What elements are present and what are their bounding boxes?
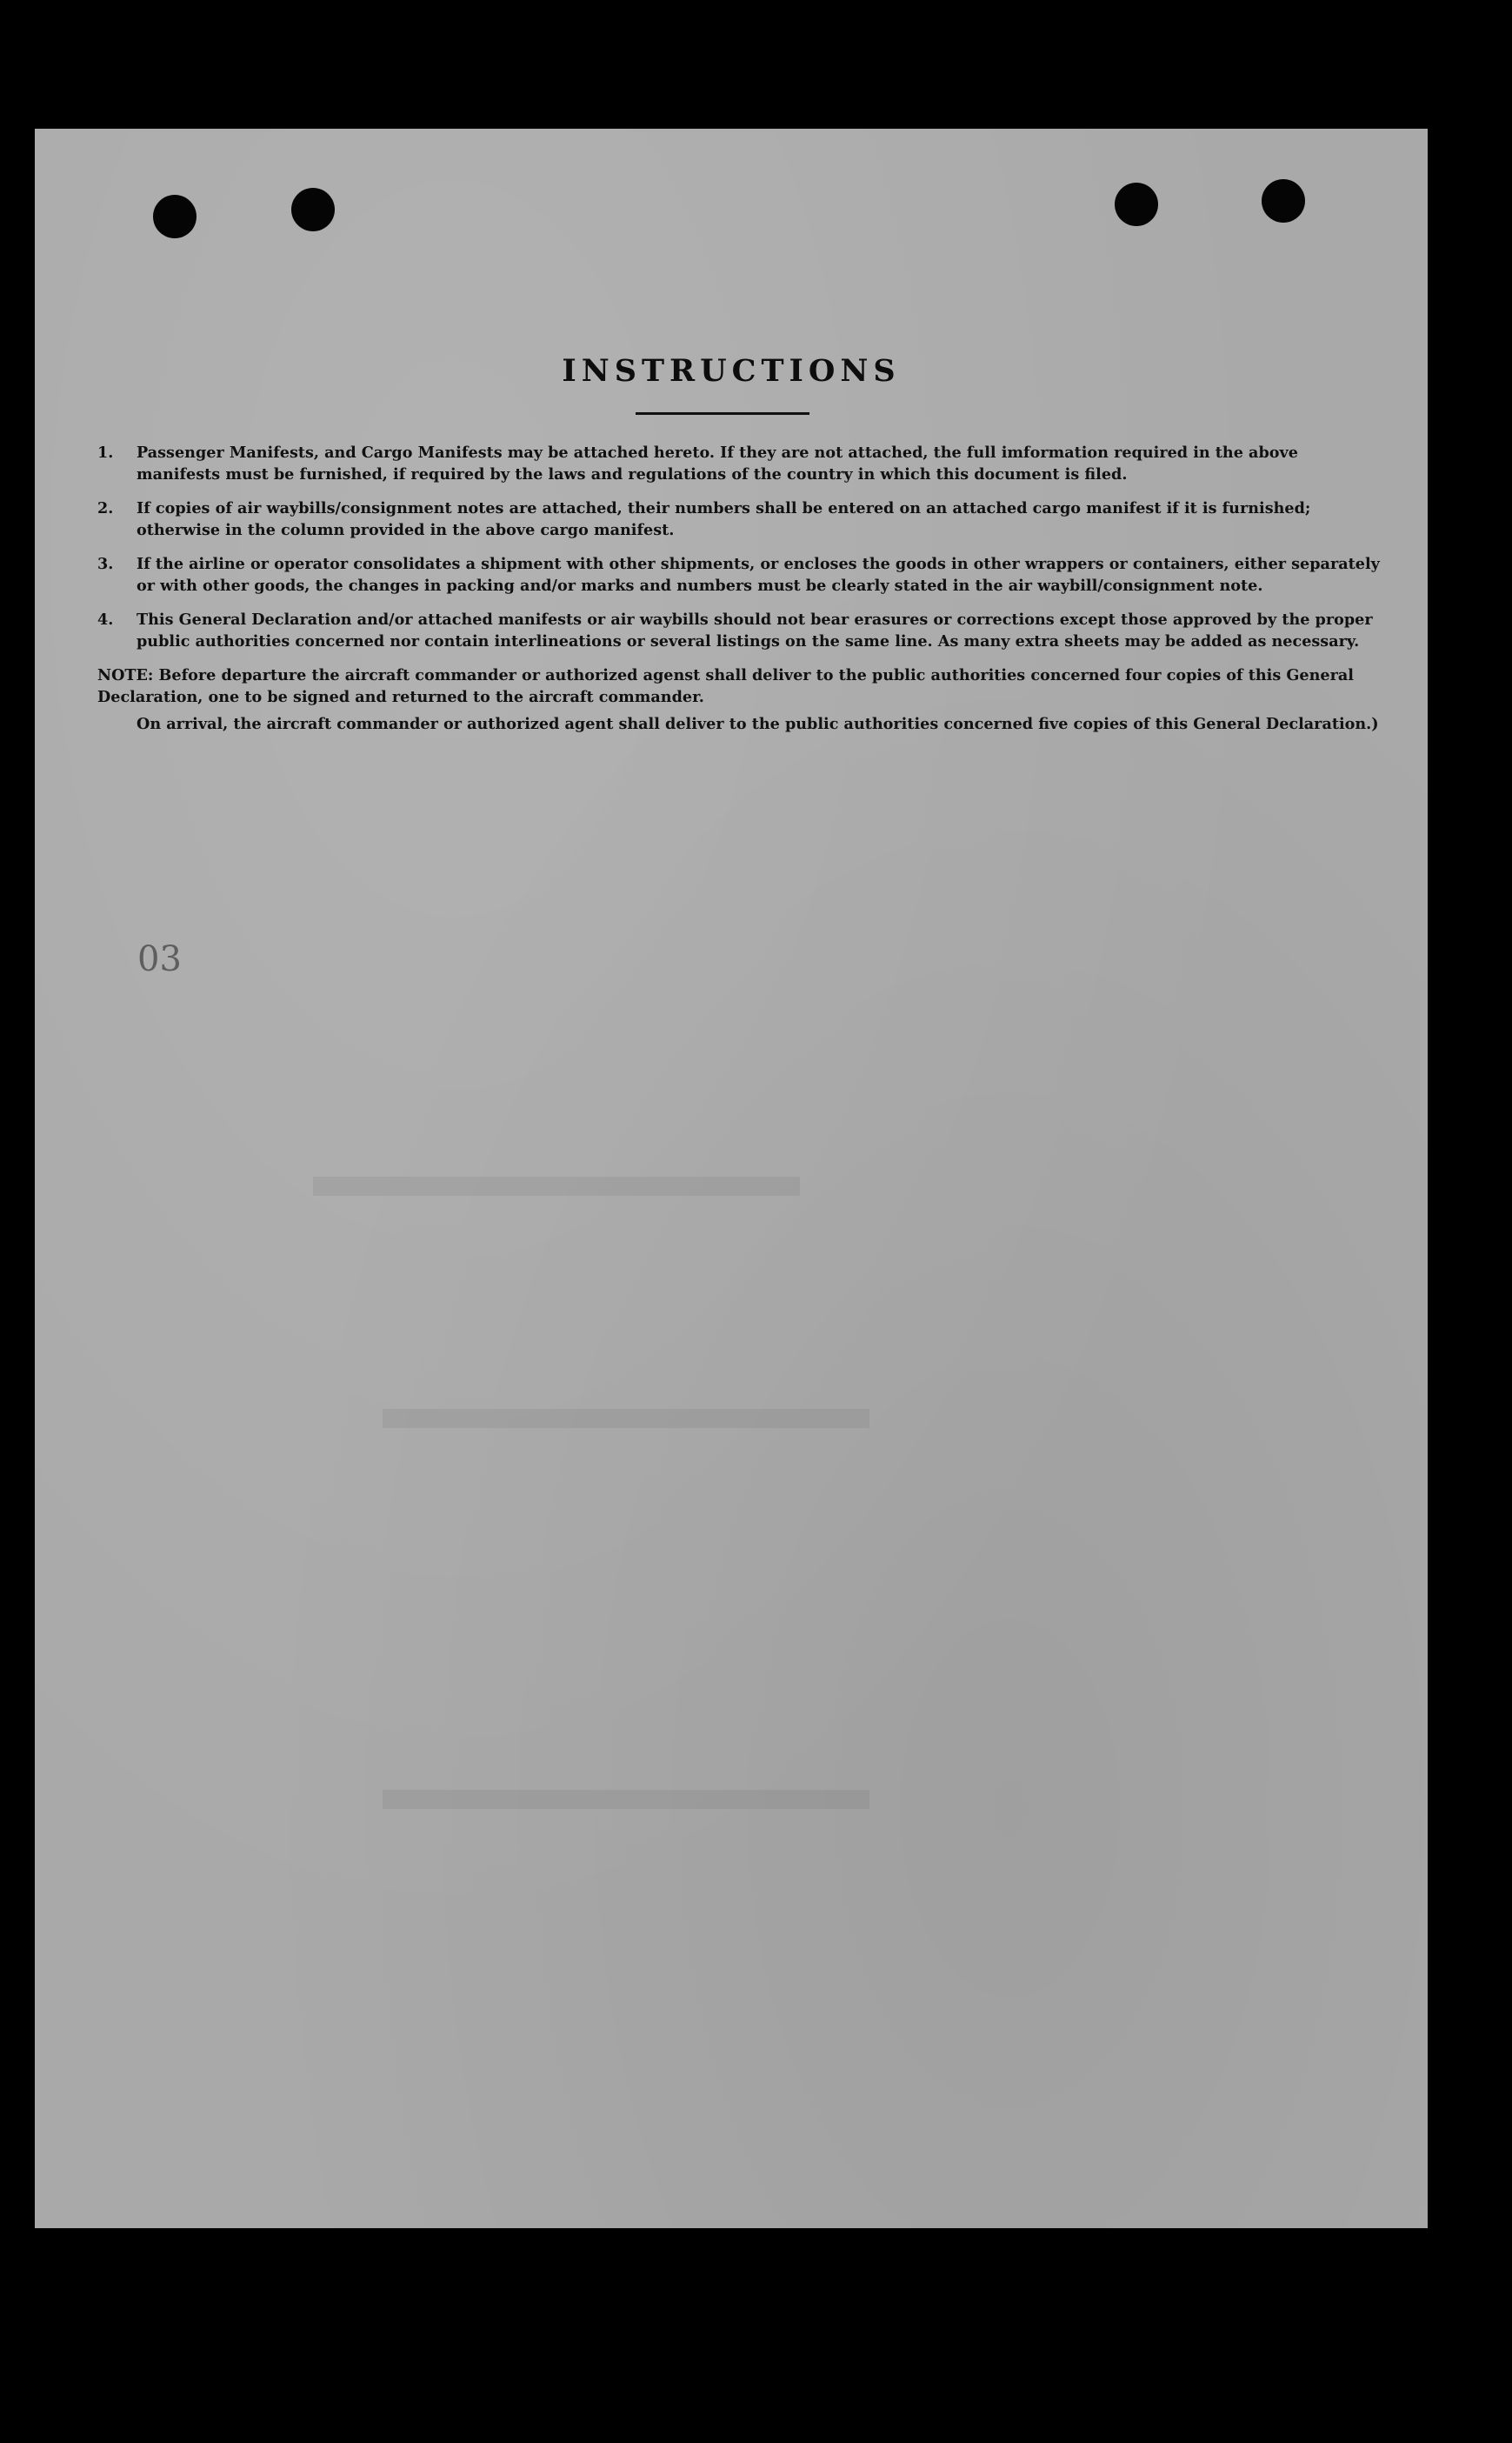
punch-hole [1115,183,1158,226]
instructions-list [97,442,1384,735]
title-underline [636,412,809,415]
item-number: 1. [97,444,114,462]
item-text: This General Declaration and/or attached manifests or air waybills should not bear erasures or corrections except those approved by the proper public authorities concerned nor contain interlineations or several listings on the same line. As many extra sheets may be added as necessary. [137,611,1373,651]
page-title: INSTRUCTIONS [562,353,901,389]
punch-hole [291,188,335,231]
note-paragraph [97,664,1384,708]
handwritten-mark: 03 [137,939,182,979]
punch-hole [1262,179,1305,223]
item-text: If copies of air waybills/consignment notes are attached, their numbers shall be entered on an attached cargo manifest if it is furnished; otherwise in the column provided in the above cargo manifest. [137,499,1311,539]
item-number: 2. [97,499,114,517]
note-label: NOTE: [97,666,154,684]
document-sheet [35,129,1428,2228]
bleed-through-mark [313,1177,800,1196]
note-text: Before departure the aircraft commander or authorized agenst shall deliver to the public authorities concerned four copies of this General Declaration, one to be signed and returned to the aircraft commander. [97,666,1354,706]
note-arrival-paragraph: On arrival, the aircraft commander or authorized agent shall deliver to the public authorities concerned five copies of this General Declaration.) [137,715,1379,733]
item-number: 3. [97,555,114,573]
item-number: 4. [97,611,114,629]
item-text: If the airline or operator consolidates a shipment with other shipments, or encloses the goods in other wrappers or containers, either separately or with other goods, the changes in packing and/or marks and numbers must be clearly stated in the air waybill/consignment note. [137,555,1380,595]
instruction-item [97,609,1384,652]
instruction-item [97,497,1384,541]
bleed-through-mark [383,1409,869,1428]
instruction-item [97,553,1384,597]
instruction-item [97,442,1384,485]
item-text: Passenger Manifests, and Cargo Manifests may be attached hereto. If they are not attached, the full imformation required in the above manifests must be furnished, if required by the laws and regulations of the country in which this document is filed. [137,444,1298,484]
bleed-through-mark [383,1790,869,1809]
punch-hole [153,195,196,238]
